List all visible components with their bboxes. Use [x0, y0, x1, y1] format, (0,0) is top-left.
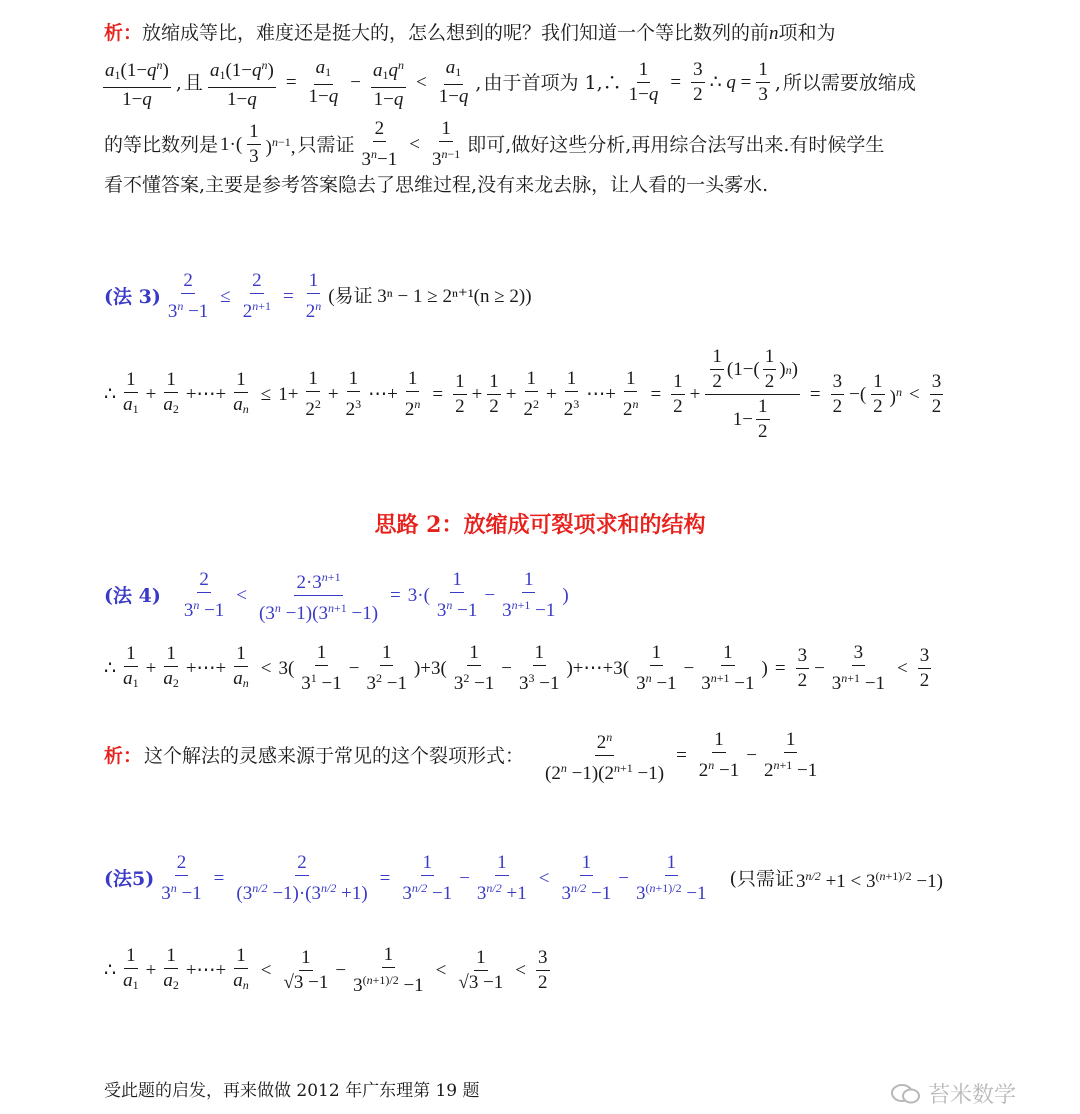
- method-4-formula: $\frac{2}{3^n -1}$ < $\frac{2\cdot 3^{n+1}}{(3^n -1)(3^{n+1} -1)}$ = 3·( $\frac{1}{3^n -1}$ − $\frac{1}{3^{n+1} -1}$ ): [179, 566, 569, 625]
- text-then: 即可,做好这些分析,再用综合法写出来.有时候学生: [467, 133, 885, 156]
- method-5-line: (法5) $\frac{2}{3^n -1}$ = $\frac{2}{(3^{n/2} -1)\cdot(3^{n/2} +1)}$ = $\frac{1}{3^{n/2} -1}$ − $\frac{1}{3^{n/2} +1}$ < $\frac{1}{3^{n/2} -1}$ − $\frac{1}{3^{(n+1)/2} -1}$ (只需证 $3^{n/2} +1 < 3^{(n+1)/2} -1$): [104, 852, 943, 904]
- text-geo-seq: 的等比数列是: [104, 133, 219, 156]
- method-4-label: (法 4): [104, 584, 161, 607]
- method-5-sum: ∴ $\frac{1}{a_1}$ + $\frac{1}{a_2}$ +⋯+ $\frac{1}{a_n}$ < $\frac{1}{√3 -1}$ − $\frac{1}{3^{(n+1)/2} -1}$ < $\frac{1}{√3 -1}$ < $\frac{3}{2}$: [104, 944, 548, 996]
- analysis-2-text: 这个解法的灵感来源于常见的这个裂项形式：: [144, 744, 525, 767]
- text-and: 且: [183, 71, 203, 94]
- method-5-formula: $\frac{2}{3^n -1}$ = $\frac{2}{(3^{n/2} -1)\cdot(3^{n/2} +1)}$ = $\frac{1}{3^{n/2} -1}$ − $\frac{1}{3^{n/2} +1}$ < $\frac{1}{3^{n/2} -1}$ − $\frac{1}{3^{(n+1)/2} -1}$: [161, 852, 707, 904]
- method-3-formula: $\frac{2}{3^n -1}$ ≤ $\frac{2}{2^{n+1}}$ = $\frac{1}{2^n}$: [167, 270, 322, 322]
- method-4-sum: ∴ $\frac{1}{a_1}$ + $\frac{1}{a_2}$ +⋯+ $\frac{1}{a_n}$ < 3( $\frac{1}{3^1 -1}$ − $\frac{1}{3^2 -1}$ )+3( $\frac{1}{3^2 -1}$ − $\frac{1}{3^3 -1}$ )+⋯+3( $\frac{1}{3^n -1}$ − $\frac{1}{3^{n+1} -1}$ ) = $\frac{3}{2}$ − $\frac{3}{3^{n+1} -1}$ < $\frac{3}{2}$: [104, 642, 930, 694]
- formula-term: $\frac{a_1}{1-q}$: [308, 57, 339, 107]
- section-2-title: 思路 2：放缩成可裂项求和的结构: [374, 512, 706, 538]
- method-3-note: (易证 3ⁿ − 1 ≥ 2ⁿ⁺¹(n ≥ 2)): [328, 285, 532, 307]
- wechat-icon: [890, 1083, 922, 1105]
- method-4-line: [104, 566, 569, 625]
- text-need: 所以需要放缩成: [782, 71, 916, 94]
- method-3-label: (法 3): [104, 285, 161, 308]
- analysis-line-1: [104, 18, 836, 49]
- formula-geo-sum: $\frac{a_1(1-q^n)}{1-q}$: [103, 54, 171, 111]
- analysis-2-label: 析：: [104, 744, 143, 767]
- analysis-text-1: 放缩成等比，难度还是挺大的，怎么想到的呢？我们知道一个等比数列的前: [142, 22, 770, 44]
- formula-term: $\frac{1}{3}$: [758, 59, 768, 105]
- footer-text: 受此题的启发，再来做做 2012 年广东理第 19 题: [104, 1081, 480, 1101]
- analysis-text-1b: 项和为: [778, 22, 836, 44]
- analysis-text-4: 看不懂答案,主要是参考答案隐去了思维过程,没有来龙去脉，让人看的一头雾水.: [104, 174, 769, 196]
- method-3-line: [104, 270, 532, 323]
- method-5-label: (法5): [104, 867, 155, 890]
- formula-term: $\frac{1}{3}$: [249, 121, 259, 167]
- analysis-2-line: [104, 726, 822, 785]
- analysis-2-formula: $\frac{2^n}{(2^n -1)(2^{n+1} -1)}$ = $\frac{1}{2^n -1}$ − $\frac{1}{2^{n+1} -1}$: [540, 726, 822, 785]
- method-3-sum: ∴ $\frac{1}{a_1}$ + $\frac{1}{a_2}$ +⋯+ $\frac{1}{a_n}$ ≤ 1+ $\frac{1}{2^2}$ + $\frac{1}{2^3}$ ⋯+ $\frac{1}{2^n}$ = $\frac{1}{2}$ + $\frac{1}{2}$ + $\frac{1}{2^2}$ + $\frac{1}{2^3}$ ⋯+ $\frac{1}{2^n}$ = $\frac{1}{2}$ + $\frac{1}{2}$ (1−( $\frac{1}{2}$ ) n ) 1− $\frac{1}{2}$ = $\frac{3}{2}$ −( $\frac{1}{2}$ )$^n$ < $\frac{3}{2}$: [104, 346, 942, 442]
- analysis-label: 析：: [104, 22, 143, 44]
- formula-term: $\frac{a_1q^n}{1-q}$: [371, 54, 406, 111]
- formula-term: $\frac{1}{3^{n-1}}$: [431, 118, 461, 170]
- formula-term: $\frac{1}{1-q}$: [628, 59, 659, 105]
- analysis-line-4: [104, 170, 768, 200]
- watermark: [890, 1078, 1016, 1109]
- watermark-text: 苔米数学: [928, 1083, 1017, 1108]
- formula-term: $\frac{3}{2}$: [693, 59, 703, 105]
- formula-geo-sum-2: $\frac{a_1(1-q^n)}{1-q}$: [208, 54, 276, 111]
- text-first-term: 由于首项为 1,∴: [483, 71, 622, 94]
- var-n: n: [769, 23, 779, 44]
- text-only-prove: 只需证: [297, 133, 355, 156]
- analysis-line-3: 的等比数列是 1·( $\frac{1}{3}$ )$^{n-1}$, 只需证 $\frac{2}{3^n-1}$ < $\frac{1}{3^{n-1}}$ 即可,做好这些分析,再用综合法写出来.有时候学生: [104, 118, 885, 170]
- analysis-line-2: $\frac{a_1(1-q^n)}{1-q}$ , 且 $\frac{a_1(1-q^n)}{1-q}$ = $\frac{a_1}{1-q}$ − $\frac{a_1q^n}{1-q}$ < $\frac{a_1}{1-q}$ , 由于首项为 1,∴ $\frac{1}{1-q}$ = $\frac{3}{2}$ ∴ q = $\frac{1}{3}$ , 所以需要放缩成: [100, 54, 916, 111]
- formula-term: $\frac{a_1}{1-q}$: [438, 57, 469, 107]
- method-5-note: (只需证: [729, 867, 794, 890]
- formula-term: $\frac{2}{3^n-1}$: [361, 118, 398, 170]
